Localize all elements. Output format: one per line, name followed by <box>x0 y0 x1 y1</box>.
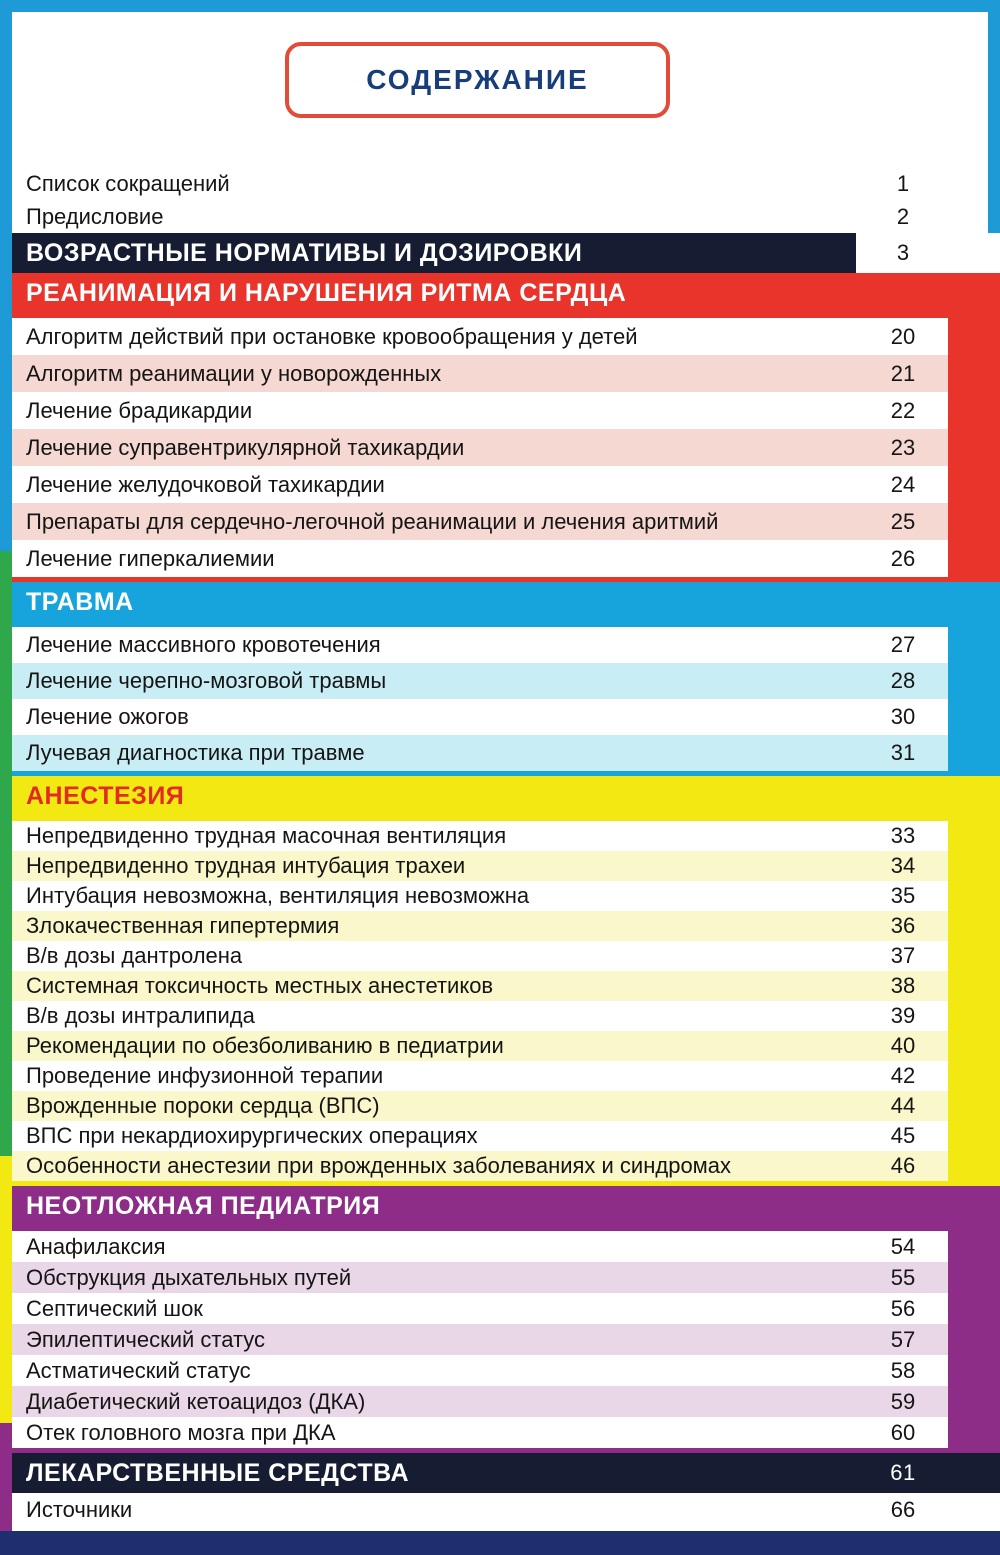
toc-entry-row <box>12 355 948 392</box>
toc-entry-row <box>12 1151 948 1181</box>
toc-entry-label: Диабетический кетоацидоз (ДКА) <box>26 1388 366 1414</box>
section-header-row-age-norms <box>12 233 1000 273</box>
toc-entry-page-number: 45 <box>890 1123 916 1148</box>
toc-entry-label: Злокачественная гипертермия <box>26 913 340 938</box>
toc-entry-row <box>12 1493 948 1526</box>
toc-entry-row <box>12 1262 948 1293</box>
toc-entry-label: Источники <box>26 1496 133 1522</box>
toc-entry-label: Алгоритм действий при остановке кровообращения у детей <box>26 323 638 349</box>
toc-entry-row <box>12 1417 948 1448</box>
toc-entry-label: Астматический статус <box>26 1357 251 1383</box>
toc-entry-row <box>12 881 948 911</box>
toc-entry-page-number: 25 <box>890 508 916 534</box>
page-border-top <box>0 0 1000 12</box>
toc-entry-label: Обструкция дыхательных путей <box>26 1264 352 1290</box>
section-title: ВОЗРАСТНЫЕ НОРМАТИВЫ И ДОЗИРОВКИ <box>26 238 583 267</box>
toc-entry-row <box>12 911 948 941</box>
section-entries-resuscitation <box>12 313 1000 582</box>
title-area <box>12 42 1000 167</box>
section-title: ЛЕКАРСТВЕННЫЕ СРЕДСТВА <box>26 1458 409 1487</box>
toc-entry-page-number: 2 <box>896 203 910 229</box>
toc-entry-page-number: 21 <box>890 360 916 386</box>
toc-entry-page-number: 54 <box>890 1233 916 1259</box>
toc-entry-row <box>12 1231 948 1262</box>
toc-entry-label: Проведение инфузионной терапии <box>26 1063 384 1088</box>
toc-entry-row <box>12 1001 948 1031</box>
toc-entry-row <box>12 663 948 699</box>
section-header-drugs <box>12 1453 1000 1493</box>
contents-title-box <box>285 42 670 118</box>
toc-entry-page-number: 31 <box>890 740 916 765</box>
toc-entry-label: Септический шок <box>26 1295 203 1321</box>
toc-entry-page-number: 36 <box>890 913 916 938</box>
toc-entry-label: Лечение гиперкалиемии <box>26 545 275 571</box>
toc-entry-page-number: 23 <box>890 434 916 460</box>
section-header-trauma <box>12 582 1000 622</box>
toc-entry-page-number: 42 <box>890 1063 916 1088</box>
toc-entry-page-number: 35 <box>890 883 916 908</box>
toc-entry-page-number: 22 <box>890 397 916 423</box>
toc-entry-row <box>12 699 948 735</box>
toc-entry-label: Список сокращений <box>26 170 230 196</box>
section-header-resuscitation <box>12 273 1000 313</box>
toc-entry-row <box>12 503 948 540</box>
toc-entry-row <box>12 1031 948 1061</box>
page-border-bottom <box>0 1531 1000 1555</box>
toc-entry-label: Лечение суправентрикулярной тахикардии <box>26 434 465 460</box>
toc-entry-label: Лечение массивного кровотечения <box>26 632 381 657</box>
toc-entry-label: Интубация невозможна, вентиляция невозможна <box>26 883 530 908</box>
toc-entry-label: Эпилептический статус <box>26 1326 266 1352</box>
contents-title: СОДЕРЖАНИЕ <box>366 64 589 95</box>
toc-entry-page-number: 37 <box>890 943 916 968</box>
toc-entry-row <box>12 1121 948 1151</box>
toc-entry-page-number: 57 <box>890 1326 916 1352</box>
toc-entry-page-number: 60 <box>890 1419 916 1445</box>
toc-entry-page-number: 38 <box>890 973 916 998</box>
toc-entry-page-number: 46 <box>890 1153 916 1178</box>
toc-entry-label: Отек головного мозга при ДКА <box>26 1419 336 1445</box>
page-border-left <box>0 12 12 1531</box>
section-header-pediatrics <box>12 1186 1000 1226</box>
toc-entry-label: ВПС при некардиохирургических операциях <box>26 1123 478 1148</box>
toc-entry-page-number: 33 <box>890 823 916 848</box>
toc-entry-row <box>12 318 948 355</box>
toc-entry-label: Препараты для сердечно-легочной реанимации и лечения аритмий <box>26 508 719 534</box>
toc-entry-label: Предисловие <box>26 203 164 229</box>
toc-entry-label: Лечение черепно-мозговой травмы <box>26 668 387 693</box>
toc-entry-row <box>12 1061 948 1091</box>
section-entries-anesthesia <box>12 816 1000 1186</box>
section-header-anesthesia <box>12 776 1000 816</box>
toc-entry-label: Рекомендации по обезболиванию в педиатрии <box>26 1033 504 1058</box>
toc-entry-row <box>12 167 948 200</box>
section-title: РЕАНИМАЦИЯ И НАРУШЕНИЯ РИТМА СЕРДЦА <box>26 278 627 307</box>
toc-entry-label: Непредвиденно трудная масочная вентиляция <box>26 823 507 848</box>
toc-entry-page-number: 56 <box>890 1295 916 1321</box>
toc-entry-row <box>12 200 948 233</box>
toc-entry-page-number: 66 <box>890 1496 916 1522</box>
toc-entry-label: Особенности анестезии при врожденных заболеваниях и синдромах <box>26 1153 732 1178</box>
toc-entry-page-number: 20 <box>890 323 916 349</box>
toc-entry-page-number: 1 <box>896 170 910 196</box>
toc-entry-label: Алгоритм реанимации у новорожденных <box>26 360 442 386</box>
toc-entry-label: Лучевая диагностика при травме <box>26 740 365 765</box>
toc-entry-label: Анафилаксия <box>26 1233 166 1259</box>
toc-entry-page-number: 28 <box>890 668 916 693</box>
toc-entry-row <box>12 1324 948 1355</box>
toc-entry-row <box>12 735 948 771</box>
section-title: НЕОТЛОЖНАЯ ПЕДИАТРИЯ <box>26 1191 381 1220</box>
toc-entry-label: В/в дозы интралипида <box>26 1003 255 1028</box>
toc-entry-row <box>12 1293 948 1324</box>
toc-entry-label: Системная токсичность местных анестетиков <box>26 973 494 998</box>
toc-entry-row <box>12 1355 948 1386</box>
section-entries-pediatrics <box>12 1226 1000 1453</box>
toc-entry-row <box>12 1091 948 1121</box>
toc-entry-page-number: 39 <box>890 1003 916 1028</box>
toc-entry-page-number: 58 <box>890 1357 916 1383</box>
toc-entry-label: Лечение желудочковой тахикардии <box>26 471 385 497</box>
toc-entry-page-number: 44 <box>890 1093 916 1118</box>
toc-entry-page-number: 34 <box>890 853 916 878</box>
toc-entry-row <box>12 540 948 577</box>
toc-entry-row <box>12 851 948 881</box>
toc-entry-label: Непредвиденно трудная интубация трахеи <box>26 853 466 878</box>
toc-entry-label: Врожденные пороки сердца (ВПС) <box>26 1093 380 1118</box>
toc-content <box>12 12 1000 1526</box>
toc-entry-page-number: 27 <box>890 632 916 657</box>
toc-entry-label: Лечение ожогов <box>26 704 189 729</box>
section-entries-trauma <box>12 622 1000 776</box>
toc-entry-row <box>12 466 948 503</box>
toc-entry-row <box>12 941 948 971</box>
toc-entry-page-number: 59 <box>890 1388 916 1414</box>
section-title: ТРАВМА <box>26 587 134 616</box>
toc-entry-label: В/в дозы дантролена <box>26 943 243 968</box>
section-title: АНЕСТЕЗИЯ <box>26 781 185 810</box>
toc-entry-row <box>12 429 948 466</box>
toc-entry-page-number: 24 <box>890 471 916 497</box>
section-header-age-norms <box>12 233 856 273</box>
toc-entry-row <box>12 971 948 1001</box>
toc-entry-row <box>12 821 948 851</box>
toc-body <box>12 167 1000 1526</box>
section-page-number: 61 <box>890 1460 916 1485</box>
toc-entry-page-number: 30 <box>890 704 916 729</box>
toc-entry-page-number: 40 <box>890 1033 916 1058</box>
toc-entry-label: Лечение брадикардии <box>26 397 253 423</box>
section-page-number: 3 <box>896 240 910 265</box>
toc-entry-page-number: 55 <box>890 1264 916 1290</box>
toc-entry-row <box>12 392 948 429</box>
toc-entry-row <box>12 627 948 663</box>
toc-entry-row <box>12 1386 948 1417</box>
toc-entry-page-number: 26 <box>890 545 916 571</box>
